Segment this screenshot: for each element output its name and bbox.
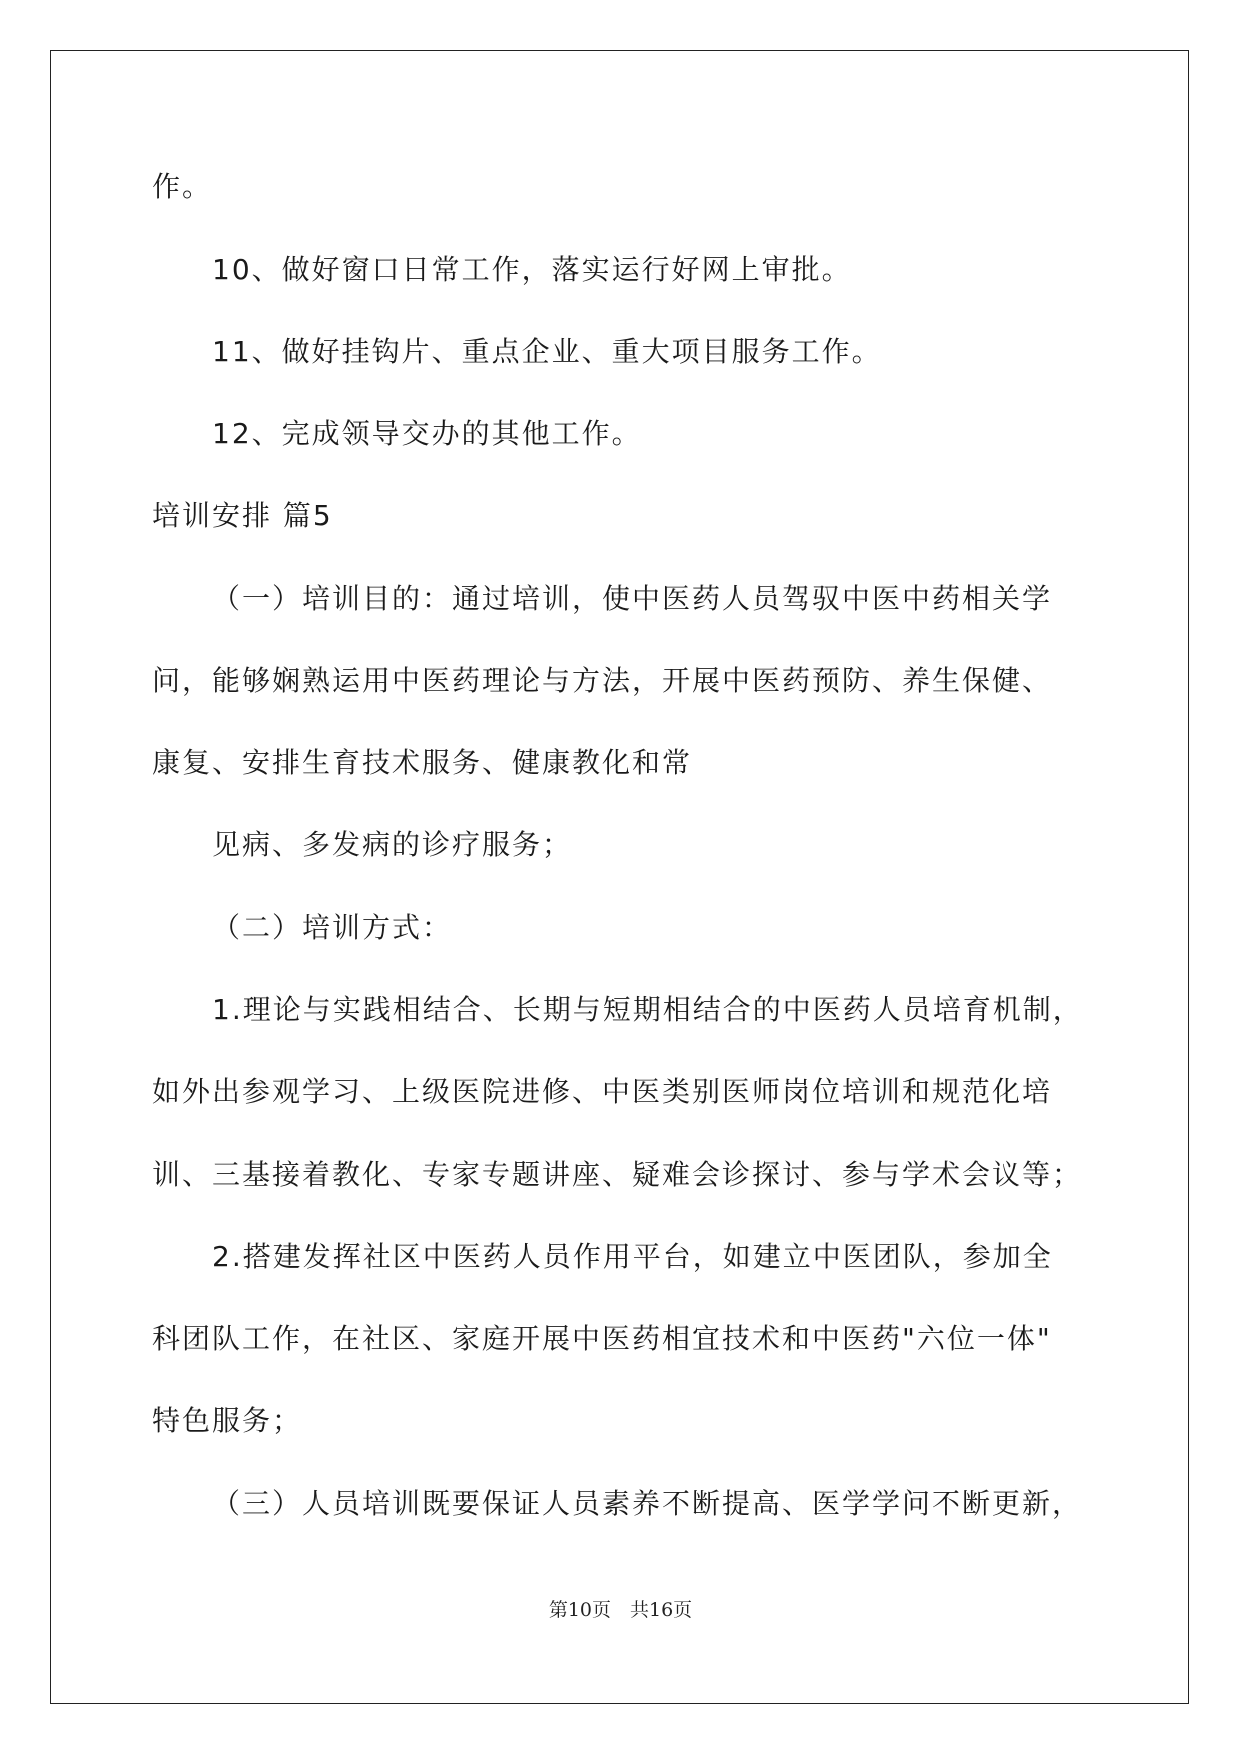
paragraph-line: 见病、多发病的诊疗服务； — [212, 828, 573, 861]
paragraph-line: 问，能够娴熟运用中医药理论与方法，开展中医药预防、养生保健、 — [152, 664, 1053, 697]
page-border — [50, 50, 1189, 1704]
list-item-12: 12、完成领导交办的其他工作。 — [212, 417, 642, 450]
paragraph-line: 科团队工作，在社区、家庭开展中医药相宜技术和中医药"六位一体" — [152, 1322, 1052, 1355]
paragraph-line: 1.理论与实践相结合、长期与短期相结合的中医药人员培育机制， — [212, 993, 1083, 1026]
paragraph-line: 如外出参观学习、上级医院进修、中医类别医师岗位培训和规范化培 — [152, 1075, 1053, 1108]
paragraph-line: 康复、安排生育技术服务、健康教化和常 — [152, 746, 693, 779]
paragraph-line: 训、三基接着教化、专家专题讲座、疑难会诊探讨、参与学术会议等； — [152, 1158, 1083, 1191]
paragraph-line: 2.搭建发挥社区中医药人员作用平台，如建立中医团队，参加全 — [212, 1240, 1053, 1273]
section-heading: 培训安排 篇5 — [152, 499, 333, 532]
subheading: （二）培训方式： — [212, 911, 453, 944]
list-item-11: 11、做好挂钩片、重点企业、重大项目服务工作。 — [212, 335, 882, 368]
text-line: 作。 — [152, 170, 213, 203]
list-item-10: 10、做好窗口日常工作，落实运行好网上审批。 — [212, 253, 852, 286]
paragraph-line: （三）人员培训既要保证人员素养不断提高、医学学问不断更新， — [212, 1487, 1083, 1520]
page-number-footer: 第10页 共16页 — [548, 1599, 693, 1621]
paragraph-line: （一）培训目的：通过培训，使中医药人员驾驭中医中药相关学 — [212, 582, 1053, 615]
paragraph-line: 特色服务； — [152, 1404, 303, 1437]
